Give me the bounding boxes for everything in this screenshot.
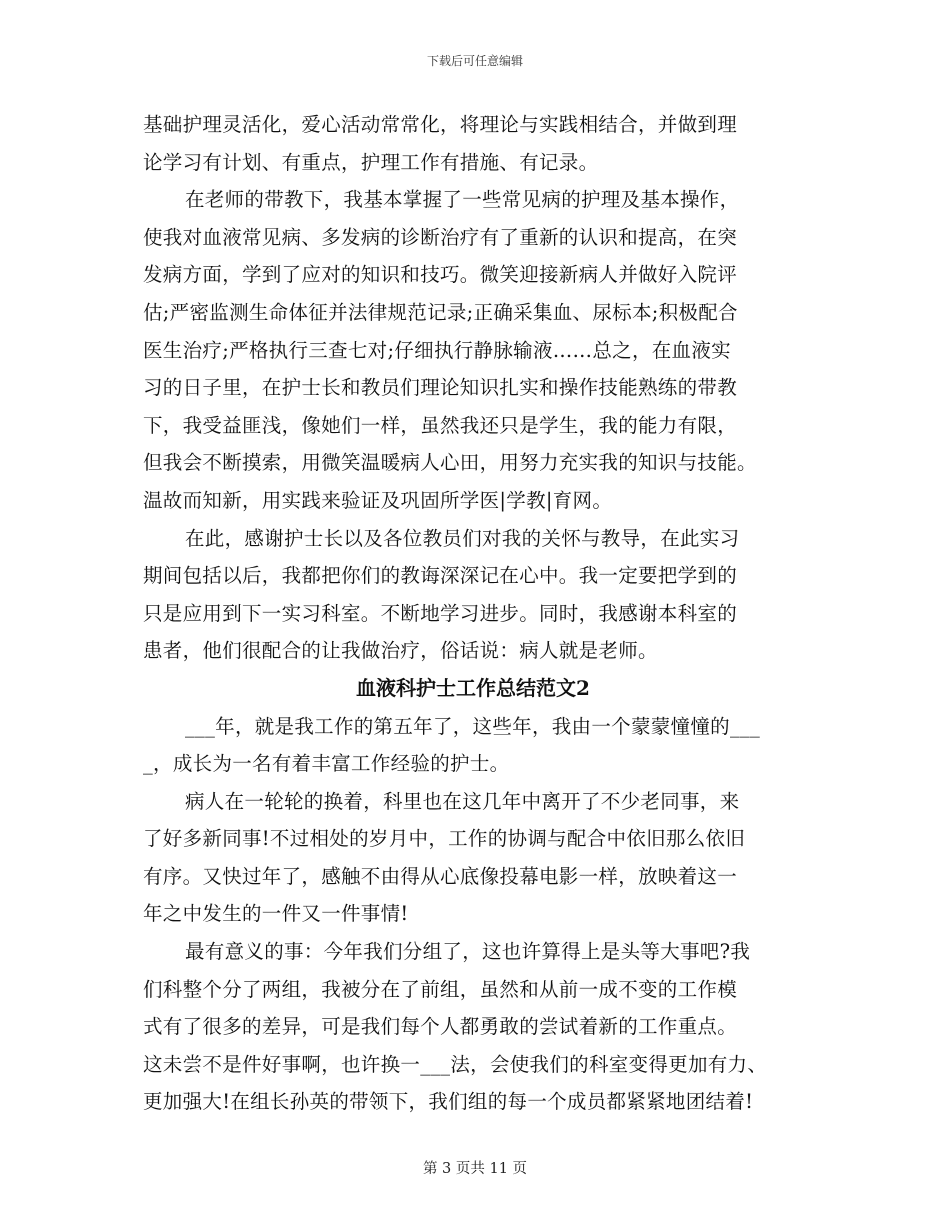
- text-line: 病人在一轮轮的换着，科里也在这几年中离开了不少老同事，来: [185, 789, 740, 813]
- text-line: 医生治疗;严格执行三查七对;仔细执行静脉输液……总之，在血液实: [143, 338, 731, 362]
- text-line: 在老师的带教下，我基本掌握了一些常见病的护理及基本操作，: [185, 188, 740, 212]
- text-line: 年之中发生的一件又一件事情!: [143, 902, 409, 926]
- text-line: 使我对血液常见病、多发病的诊断治疗有了重新的认识和提高，在突: [143, 225, 738, 249]
- text-line: 患者，他们很配合的让我做治疗，俗话说：病人就是老师。: [143, 639, 658, 663]
- text-line: 温故而知新，用实践来验证及巩固所学医|学教|育网。: [143, 488, 613, 512]
- text-line: 基础护理灵活化，爱心活动常常化，将理论与实践相结合，并做到理: [143, 113, 738, 136]
- text-line: 只是应用到下一实习科室。不断地学习进步。同时，我感谢本科室的: [143, 601, 738, 625]
- text-line: 在此，感谢护士长以及各位教员们对我的关怀与教导，在此实习: [185, 526, 740, 550]
- text-line: 式有了很多的差异，可是我们每个人都勇敢的尝试着新的工作重点。: [143, 1015, 738, 1039]
- text-line: 论学习有计划、有重点，护理工作有措施、有记录。: [143, 150, 599, 174]
- text-line: 这未尝不是件好事啊，也许换一___法，会使我们的科室变得更加有力、: [143, 1052, 768, 1076]
- text-line: ___年，就是我工作的第五年了，这些年，我由一个蒙蒙憧憧的___: [185, 714, 761, 738]
- page-header: 下载后可任意编辑: [426, 54, 523, 68]
- page-footer: 第 3 页共 11 页: [422, 1161, 528, 1177]
- text-line: 最有意义的事：今年我们分组了，这也许算得上是头等大事吧?我: [185, 940, 751, 964]
- text-line: 有序。又快过年了，感触不由得从心底像投幕电影一样，放映着这一: [143, 864, 738, 888]
- text-line: 下，我受益匪浅，像她们一样，虽然我还只是学生，我的能力有限，: [143, 413, 738, 437]
- text-line: 但我会不断摸索，用微笑温暖病人心田，用努力充实我的知识与技能。: [143, 451, 757, 475]
- text-line: 期间包括以后，我都把你们的教诲深深记在心中。我一定要把学到的: [143, 564, 738, 588]
- document-body: [143, 106, 823, 1121]
- text-line: 发病方面，学到了应对的知识和技巧。微笑迎接新病人并做好入院评: [143, 263, 738, 287]
- text-line: 更加强大!在组长孙英的带领下，我们组的每一个成员都紧紧地团结着!: [143, 1090, 754, 1114]
- text-line: 了好多新同事!不过相处的岁月中，工作的协调与配合中依旧那么依旧: [143, 827, 746, 851]
- text-line: 们科整个分了两组，我被分在了前组，虽然和从前一成不变的工作模: [143, 977, 738, 1001]
- text-line: _，成长为一名有着丰富工作经验的护士。: [143, 752, 510, 776]
- text-line: 习的日子里，在护士长和教员们理论知识扎实和操作技能熟练的带教: [143, 376, 738, 400]
- section-title: 血液科护士工作总结范文2: [356, 675, 590, 700]
- text-line: 估;严密监测生命体征并法律规范记录;正确采集血、尿标本;积极配合: [143, 300, 738, 324]
